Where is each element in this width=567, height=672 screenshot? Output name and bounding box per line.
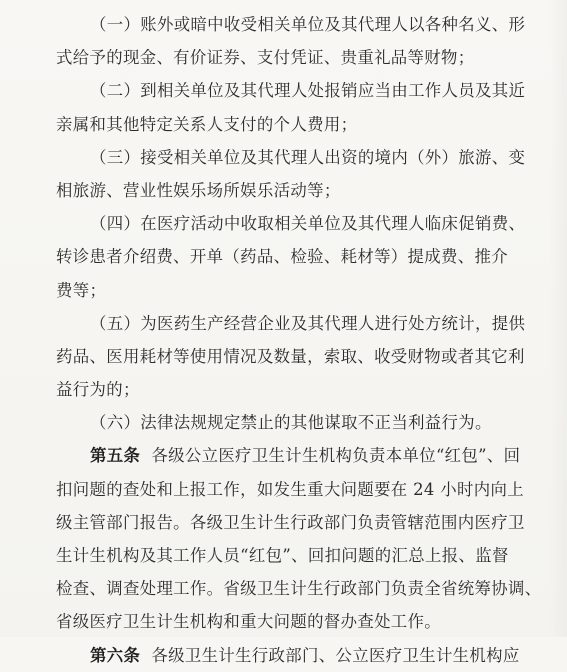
text-line: [56, 174, 543, 207]
line-text: （四）在医疗活动中收取相关单位及其代理人临床促销费、: [90, 214, 526, 234]
text-line: [56, 41, 543, 74]
document-body: [56, 8, 543, 672]
text-line: [56, 572, 543, 605]
line-text: 药品、医用耗材等使用情况及数量，索取、收受财物或者其它利: [56, 346, 525, 366]
page-edge-shadow: [549, 0, 567, 637]
text-line: [56, 373, 543, 406]
line-text: （二）到相关单位及其代理人处报销应当由工作人员及其近: [90, 81, 526, 101]
text-line: [56, 207, 543, 240]
line-text: 亲属和其他特定关系人支付的个人费用；: [56, 114, 358, 134]
text-line: [56, 274, 543, 307]
text-line: [56, 539, 543, 572]
text-line: [56, 307, 543, 340]
line-text: （三）接受相关单位及其代理人出资的境内（外）旅游、变: [90, 147, 526, 167]
line-text: 扣问题的查处和上报工作，如发生重大问题要在 24 小时内向上: [56, 479, 524, 499]
line-text: 检查、调查处理工作。省级卫生计生行政部门负责全省统筹协调、: [56, 579, 542, 599]
line-text: （一）账外或暗中收受相关单位及其代理人以各种名义、形: [90, 15, 526, 34]
article-number: 第五条: [90, 446, 141, 466]
line-text: 费等；: [56, 280, 107, 300]
text-line: [56, 439, 543, 472]
text-line: [56, 8, 543, 41]
line-text: 各级卫生计生行政部门、公立医疗卫生计生机构应: [140, 645, 520, 665]
text-line: [56, 639, 543, 672]
line-text: 相旅游、营业性娱乐场所娱乐活动等；: [56, 180, 341, 200]
line-text: 益行为的；: [56, 380, 140, 400]
line-text: （五）为医药生产经营企业及其代理人进行处方统计，提供: [90, 313, 526, 333]
line-text: 省级医疗卫生计生机构和重大问题的督办查处工作。: [56, 612, 442, 632]
line-text: 式给予的现金、有价证券、支付凭证、贵重礼品等财物；: [56, 48, 475, 68]
article-number: 第六条: [90, 645, 141, 665]
line-text: 转诊患者介绍费、开单（药品、检验、耗材等）提成费、推介: [56, 247, 508, 267]
text-line: [56, 506, 543, 539]
text-line: [56, 406, 543, 439]
text-line: [56, 108, 543, 141]
line-text: 级主管部门报告。各级卫生计生行政部门负责管辖范围内医疗卫: [56, 512, 525, 532]
text-line: [56, 340, 543, 373]
text-line: [56, 240, 543, 273]
text-line: [56, 605, 543, 638]
text-line: [56, 141, 543, 174]
line-text: 各级公立医疗卫生计生机构负责本单位“红包”、回: [140, 446, 521, 466]
line-text: （六）法律法规规定禁止的其他谋取不正当利益行为。: [90, 413, 492, 433]
text-line: [56, 473, 543, 506]
line-text: 生计生机构及其工作人员“红包”、回扣问题的汇总上报、监督: [56, 546, 509, 565]
text-line: [56, 74, 543, 107]
